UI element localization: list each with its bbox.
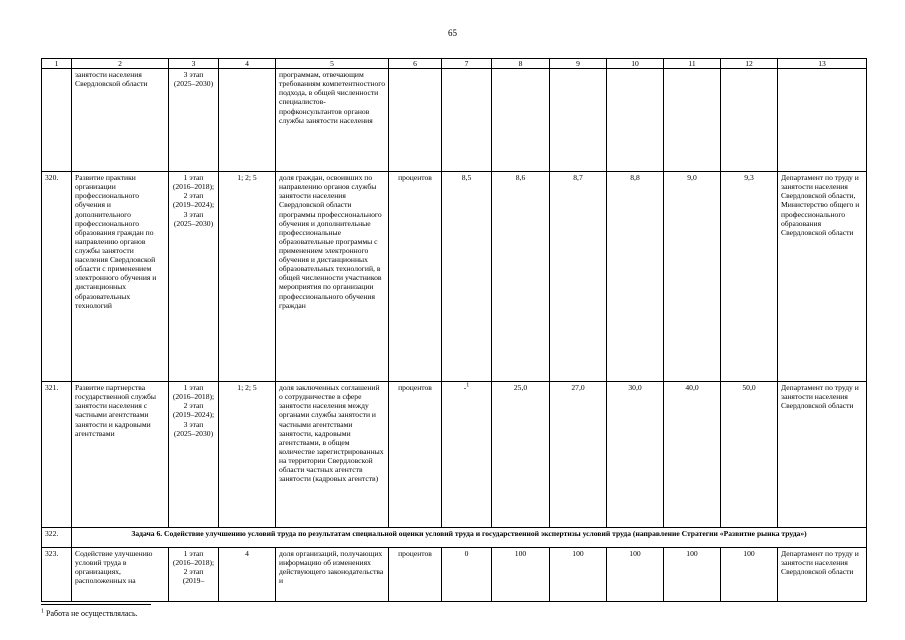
stage: 3 этап (2025–2030) [169,69,219,172]
value [607,69,664,172]
value: 9,0 [664,172,721,382]
indicator: доля организаций, получающих информацию об изменениях действующего законодательства и [276,548,389,602]
header-cell: 3 [169,59,219,69]
header-cell: 12 [721,59,778,69]
task-heading: Задача 6. Содействие улучшению условий труда по результатам специальной оценки условий труда и государственной экспертизы условий труда (направление Стратегии «Развитие рынка труда») [72,528,867,548]
measure-name: Развитие практики организации профессионального обучения и дополнительного профессионального образования граждан по направлению органов службы занятости населения Свердловской области с применением электронного обучения и дистанционных образовательных технологий [72,172,169,382]
value [492,69,550,172]
indicators-table [41,58,867,602]
header-cell: 11 [664,59,721,69]
measure-name: занятости населения Свердловской области [72,69,169,172]
responsible [778,69,867,172]
value: 0 [442,548,492,602]
task-row [42,528,867,548]
header-cell: 5 [276,59,389,69]
footnote-text: Работа не осуществлялась. [46,609,138,618]
header-cell: 6 [389,59,442,69]
measure-name: Развитие партнерства государственной службы занятости населения с частными агентствами занятости и кадровыми агентствами [72,382,169,528]
header-cell: 2 [72,59,169,69]
value [664,69,721,172]
table-row [42,382,867,528]
unit: процентов [389,172,442,382]
value: 100 [550,548,607,602]
stage: 1 этап (2016–2018); 2 этап (2019– [169,548,219,602]
indicator: доля заключенных соглашений о сотрудничестве в сфере занятости населения между органами службы занятости и частными агентствами занятости, кадровыми агентствами, в общем количестве зарегистрированных на территории Свердловской области частных агентств занятости (кадровых агентств) [276,382,389,528]
stage: 1 этап (2016–2018); 2 этап (2019–2024); 3 этап (2025–2030) [169,382,219,528]
value [721,69,778,172]
footnote-mark: 1 [41,608,44,615]
goal-numbers: 1; 2; 5 [219,382,276,528]
responsible: Департамент по труду и занятости населения Свердловской области [778,382,867,528]
table-row [42,548,867,602]
header-cell: 1 [42,59,72,69]
value: 8,6 [492,172,550,382]
value [442,382,492,528]
header-cell: 10 [607,59,664,69]
header-cell: 9 [550,59,607,69]
indicator: доля граждан, освоивших по направлению органов службы занятости населения Свердловской области программы профессионального обучения и дополнительные профессиональные образовательные программы с применением электронного обучения и дистанционных образовательных технологий, в общей численности участников мероприятия по организации профессионального обучения граждан [276,172,389,382]
page-number: 65 [448,28,457,38]
responsible: Департамент по труду и занятости населения Свердловской области, Министерство общего и профессионального образования Свердловской области [778,172,867,382]
header-cell: 8 [492,59,550,69]
row-number: 323. [42,548,72,602]
indicator: программам, отвечающим требованиям компетентностного подхода, в общей численности специалистов-профконсультантов органов службы занятости населения [276,69,389,172]
header-cell: 7 [442,59,492,69]
value: 8,5 [442,172,492,382]
table-row [42,172,867,382]
value: 100 [721,548,778,602]
footnote-divider [41,604,151,605]
row-number: 321. [42,382,72,528]
value: 100 [664,548,721,602]
table-row [42,69,867,172]
value: 25,0 [492,382,550,528]
value: 40,0 [664,382,721,528]
value: 100 [607,548,664,602]
footnote-ref: 1 [466,382,470,389]
value-text: - [463,383,467,393]
value: 100 [492,548,550,602]
value: 8,8 [607,172,664,382]
row-number [42,69,72,172]
goal-numbers [219,69,276,172]
header-row [42,59,867,69]
goal-numbers: 4 [219,548,276,602]
measure-name: Содействие улучшению условий труда в организациях, расположенных на [72,548,169,602]
unit: процентов [389,548,442,602]
value: 27,0 [550,382,607,528]
responsible: Департамент по труду и занятости населения Свердловской области [778,548,867,602]
value: 30,0 [607,382,664,528]
value: 50,0 [721,382,778,528]
goal-numbers: 1; 2; 5 [219,172,276,382]
header-cell: 4 [219,59,276,69]
header-cell: 13 [778,59,867,69]
value [550,69,607,172]
value: 8,7 [550,172,607,382]
unit [389,69,442,172]
footnote [41,609,138,618]
unit: процентов [389,382,442,528]
stage: 1 этап (2016–2018); 2 этап (2019–2024); 3 этап (2025–2030) [169,172,219,382]
row-number: 320. [42,172,72,382]
value [442,69,492,172]
value: 9,3 [721,172,778,382]
row-number: 322. [42,528,72,548]
